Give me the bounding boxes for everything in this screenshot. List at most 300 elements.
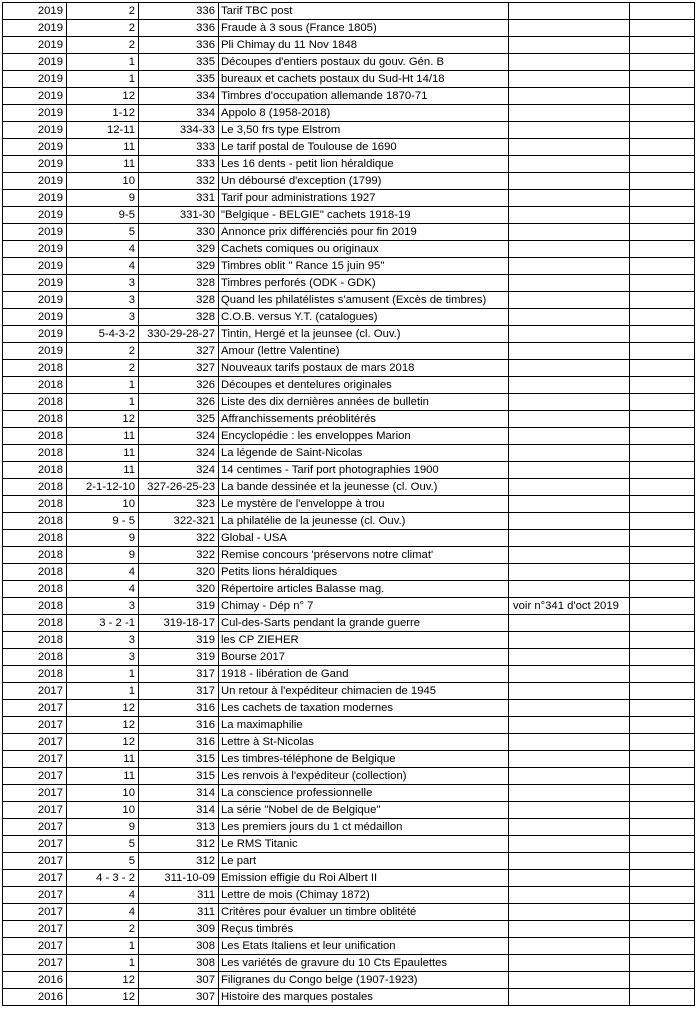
table-row xyxy=(3,139,695,156)
extra-cell xyxy=(630,615,695,632)
month-cell: 9 xyxy=(67,819,139,836)
year-cell: 2017 xyxy=(3,836,67,853)
note-cell xyxy=(509,564,630,581)
note-cell xyxy=(509,190,630,207)
table-row xyxy=(3,54,695,71)
month-cell: 5 xyxy=(67,836,139,853)
extra-cell xyxy=(630,292,695,309)
issue-number-cell: 316 xyxy=(139,700,219,717)
extra-cell xyxy=(630,530,695,547)
article-title-cell: Un retour à l'expéditeur chimacien de 1945 xyxy=(219,683,509,700)
issue-number-cell: 333 xyxy=(139,139,219,156)
article-title-cell: La légende de Saint-Nicolas xyxy=(219,445,509,462)
issue-number-cell: 316 xyxy=(139,734,219,751)
note-cell xyxy=(509,445,630,462)
article-title-cell: Lettre à St-Nicolas xyxy=(219,734,509,751)
year-cell: 2018 xyxy=(3,581,67,598)
extra-cell xyxy=(630,683,695,700)
month-cell: 11 xyxy=(67,428,139,445)
year-cell: 2018 xyxy=(3,445,67,462)
month-cell: 12 xyxy=(67,700,139,717)
year-cell: 2019 xyxy=(3,156,67,173)
issue-number-cell: 325 xyxy=(139,411,219,428)
issue-number-cell: 313 xyxy=(139,819,219,836)
article-title-cell: La philatélie de la jeunesse (cl. Ouv.) xyxy=(219,513,509,530)
year-cell: 2018 xyxy=(3,666,67,683)
issue-number-cell: 324 xyxy=(139,428,219,445)
article-title-cell: Timbres d'occupation allemande 1870-71 xyxy=(219,88,509,105)
month-cell: 4 xyxy=(67,258,139,275)
articles-table xyxy=(2,2,695,1006)
issue-number-cell: 326 xyxy=(139,377,219,394)
extra-cell xyxy=(630,428,695,445)
issue-number-cell: 319 xyxy=(139,598,219,615)
extra-cell xyxy=(630,632,695,649)
note-cell xyxy=(509,717,630,734)
extra-cell xyxy=(630,921,695,938)
issue-number-cell: 307 xyxy=(139,972,219,989)
year-cell: 2018 xyxy=(3,530,67,547)
table-row xyxy=(3,768,695,785)
note-cell xyxy=(509,870,630,887)
issue-number-cell: 308 xyxy=(139,955,219,972)
year-cell: 2019 xyxy=(3,292,67,309)
table-row xyxy=(3,20,695,37)
note-cell xyxy=(509,309,630,326)
article-title-cell: Chimay - Dép n° 7 xyxy=(219,598,509,615)
note-cell xyxy=(509,20,630,37)
year-cell: 2019 xyxy=(3,241,67,258)
month-cell: 12 xyxy=(67,734,139,751)
year-cell: 2018 xyxy=(3,649,67,666)
article-title-cell: Les timbres-téléphone de Belgique xyxy=(219,751,509,768)
month-cell: 1-12 xyxy=(67,105,139,122)
note-cell xyxy=(509,649,630,666)
extra-cell xyxy=(630,377,695,394)
extra-cell xyxy=(630,751,695,768)
month-cell: 3 xyxy=(67,292,139,309)
table-row xyxy=(3,955,695,972)
table-row xyxy=(3,445,695,462)
note-cell xyxy=(509,887,630,904)
month-cell: 11 xyxy=(67,139,139,156)
note-cell xyxy=(509,411,630,428)
year-cell: 2017 xyxy=(3,921,67,938)
issue-number-cell: 329 xyxy=(139,258,219,275)
month-cell: 10 xyxy=(67,173,139,190)
year-cell: 2017 xyxy=(3,955,67,972)
article-title-cell: Les renvois à l'expéditeur (collection) xyxy=(219,768,509,785)
issue-number-cell: 334 xyxy=(139,105,219,122)
article-title-cell: Tarif pour administrations 1927 xyxy=(219,190,509,207)
note-cell xyxy=(509,3,630,20)
note-cell xyxy=(509,343,630,360)
table-row xyxy=(3,581,695,598)
month-cell: 2 xyxy=(67,3,139,20)
table-row xyxy=(3,887,695,904)
article-title-cell: La conscience professionnelle xyxy=(219,785,509,802)
month-cell: 4 - 3 - 2 xyxy=(67,870,139,887)
note-cell xyxy=(509,275,630,292)
issue-number-cell: 320 xyxy=(139,581,219,598)
extra-cell xyxy=(630,496,695,513)
month-cell: 9 xyxy=(67,547,139,564)
article-title-cell: Répertoire articles Balasse mag. xyxy=(219,581,509,598)
article-title-cell: Pli Chimay du 11 Nov 1848 xyxy=(219,37,509,54)
article-title-cell: Fraude à 3 sous (France 1805) xyxy=(219,20,509,37)
year-cell: 2019 xyxy=(3,190,67,207)
month-cell: 1 xyxy=(67,377,139,394)
table-row xyxy=(3,479,695,496)
year-cell: 2017 xyxy=(3,904,67,921)
extra-cell xyxy=(630,649,695,666)
note-cell xyxy=(509,428,630,445)
extra-cell xyxy=(630,122,695,139)
note-cell xyxy=(509,530,630,547)
table-row xyxy=(3,105,695,122)
year-cell: 2017 xyxy=(3,870,67,887)
note-cell xyxy=(509,54,630,71)
note-cell xyxy=(509,819,630,836)
extra-cell xyxy=(630,938,695,955)
note-cell xyxy=(509,326,630,343)
month-cell: 2 xyxy=(67,921,139,938)
table-row xyxy=(3,88,695,105)
table-row xyxy=(3,513,695,530)
month-cell: 3 xyxy=(67,309,139,326)
extra-cell xyxy=(630,870,695,887)
extra-cell xyxy=(630,989,695,1006)
article-title-cell: Le 3,50 frs type Elstrom xyxy=(219,122,509,139)
extra-cell xyxy=(630,241,695,258)
extra-cell xyxy=(630,853,695,870)
year-cell: 2017 xyxy=(3,802,67,819)
issue-number-cell: 324 xyxy=(139,462,219,479)
note-cell xyxy=(509,836,630,853)
issue-number-cell: 336 xyxy=(139,20,219,37)
year-cell: 2019 xyxy=(3,54,67,71)
table-row xyxy=(3,275,695,292)
issue-number-cell: 319-18-17 xyxy=(139,615,219,632)
year-cell: 2019 xyxy=(3,343,67,360)
table-row xyxy=(3,683,695,700)
extra-cell xyxy=(630,700,695,717)
issue-number-cell: 319 xyxy=(139,632,219,649)
note-cell xyxy=(509,666,630,683)
note-cell xyxy=(509,258,630,275)
table-row xyxy=(3,326,695,343)
note-cell xyxy=(509,241,630,258)
issue-number-cell: 309 xyxy=(139,921,219,938)
article-title-cell: Encyclopédie : les enveloppes Marion xyxy=(219,428,509,445)
issue-number-cell: 317 xyxy=(139,683,219,700)
table-row xyxy=(3,717,695,734)
table-row xyxy=(3,394,695,411)
note-cell xyxy=(509,581,630,598)
extra-cell xyxy=(630,836,695,853)
extra-cell xyxy=(630,819,695,836)
year-cell: 2016 xyxy=(3,972,67,989)
extra-cell xyxy=(630,955,695,972)
year-cell: 2018 xyxy=(3,513,67,530)
month-cell: 11 xyxy=(67,751,139,768)
table-row xyxy=(3,921,695,938)
extra-cell xyxy=(630,360,695,377)
year-cell: 2017 xyxy=(3,751,67,768)
table-row xyxy=(3,258,695,275)
issue-number-cell: 311 xyxy=(139,887,219,904)
issue-number-cell: 331-30 xyxy=(139,207,219,224)
extra-cell xyxy=(630,326,695,343)
extra-cell xyxy=(630,802,695,819)
article-title-cell: Cul-des-Sarts pendant la grande guerre xyxy=(219,615,509,632)
note-cell xyxy=(509,105,630,122)
month-cell: 12 xyxy=(67,411,139,428)
table-row xyxy=(3,190,695,207)
article-title-cell: Cachets comiques ou originaux xyxy=(219,241,509,258)
article-title-cell: La maximaphilie xyxy=(219,717,509,734)
article-title-cell: Le tarif postal de Toulouse de 1690 xyxy=(219,139,509,156)
note-cell xyxy=(509,462,630,479)
year-cell: 2018 xyxy=(3,394,67,411)
year-cell: 2018 xyxy=(3,377,67,394)
year-cell: 2018 xyxy=(3,411,67,428)
table-row xyxy=(3,938,695,955)
article-title-cell: Annonce prix différenciés pour fin 2019 xyxy=(219,224,509,241)
issue-number-cell: 331 xyxy=(139,190,219,207)
month-cell: 11 xyxy=(67,768,139,785)
article-title-cell: Nouveaux tarifs postaux de mars 2018 xyxy=(219,360,509,377)
article-title-cell: Histoire des marques postales xyxy=(219,989,509,1006)
table-row xyxy=(3,734,695,751)
article-title-cell: Les 16 dents - petit lion héraldique xyxy=(219,156,509,173)
extra-cell xyxy=(630,88,695,105)
year-cell: 2019 xyxy=(3,326,67,343)
note-cell xyxy=(509,547,630,564)
table-row xyxy=(3,700,695,717)
article-title-cell: Tarif TBC post xyxy=(219,3,509,20)
extra-cell xyxy=(630,3,695,20)
article-title-cell: La série "Nobel de de Belgique" xyxy=(219,802,509,819)
article-title-cell: Liste des dix dernières années de bulletin xyxy=(219,394,509,411)
table-row xyxy=(3,530,695,547)
table-row xyxy=(3,615,695,632)
note-cell xyxy=(509,37,630,54)
note-cell xyxy=(509,904,630,921)
note-cell xyxy=(509,921,630,938)
extra-cell xyxy=(630,224,695,241)
note-cell xyxy=(509,955,630,972)
issue-number-cell: 322 xyxy=(139,530,219,547)
table-row xyxy=(3,785,695,802)
note-cell xyxy=(509,71,630,88)
issue-number-cell: 314 xyxy=(139,802,219,819)
year-cell: 2019 xyxy=(3,207,67,224)
extra-cell xyxy=(630,275,695,292)
year-cell: 2017 xyxy=(3,717,67,734)
year-cell: 2017 xyxy=(3,819,67,836)
year-cell: 2019 xyxy=(3,105,67,122)
note-cell xyxy=(509,802,630,819)
extra-cell xyxy=(630,343,695,360)
table-row xyxy=(3,411,695,428)
table-row xyxy=(3,853,695,870)
extra-cell xyxy=(630,54,695,71)
month-cell: 2 xyxy=(67,343,139,360)
note-cell xyxy=(509,207,630,224)
year-cell: 2019 xyxy=(3,88,67,105)
month-cell: 1 xyxy=(67,955,139,972)
month-cell: 4 xyxy=(67,904,139,921)
extra-cell xyxy=(630,972,695,989)
extra-cell xyxy=(630,785,695,802)
extra-cell xyxy=(630,173,695,190)
month-cell: 3 xyxy=(67,598,139,615)
month-cell: 9-5 xyxy=(67,207,139,224)
year-cell: 2019 xyxy=(3,258,67,275)
table-row xyxy=(3,496,695,513)
year-cell: 2017 xyxy=(3,768,67,785)
article-title-cell: Timbres perforés (ODK - GDK) xyxy=(219,275,509,292)
extra-cell xyxy=(630,598,695,615)
table-row xyxy=(3,428,695,445)
year-cell: 2018 xyxy=(3,547,67,564)
month-cell: 5 xyxy=(67,853,139,870)
month-cell: 9 - 5 xyxy=(67,513,139,530)
issue-number-cell: 315 xyxy=(139,768,219,785)
article-title-cell: Timbres oblit " Rance 15 juin 95" xyxy=(219,258,509,275)
issue-number-cell: 322 xyxy=(139,547,219,564)
issue-number-cell: 317 xyxy=(139,666,219,683)
article-title-cell: Emission effigie du Roi Albert II xyxy=(219,870,509,887)
extra-cell xyxy=(630,190,695,207)
month-cell: 2-1-12-10 xyxy=(67,479,139,496)
note-cell xyxy=(509,632,630,649)
year-cell: 2017 xyxy=(3,683,67,700)
month-cell: 4 xyxy=(67,887,139,904)
note-cell xyxy=(509,938,630,955)
note-cell xyxy=(509,496,630,513)
article-title-cell: Un déboursé d'exception (1799) xyxy=(219,173,509,190)
issue-number-cell: 335 xyxy=(139,71,219,88)
table-row xyxy=(3,632,695,649)
table-row xyxy=(3,904,695,921)
year-cell: 2019 xyxy=(3,224,67,241)
year-cell: 2019 xyxy=(3,122,67,139)
issue-number-cell: 307 xyxy=(139,989,219,1006)
extra-cell xyxy=(630,479,695,496)
month-cell: 1 xyxy=(67,938,139,955)
month-cell: 4 xyxy=(67,564,139,581)
extra-cell xyxy=(630,71,695,88)
note-cell xyxy=(509,156,630,173)
note-cell xyxy=(509,394,630,411)
issue-number-cell: 326 xyxy=(139,394,219,411)
article-title-cell: Tintin, Hergé et la jeunsee (cl. Ouv.) xyxy=(219,326,509,343)
table-row xyxy=(3,343,695,360)
year-cell: 2018 xyxy=(3,462,67,479)
month-cell: 3 xyxy=(67,649,139,666)
month-cell: 3 xyxy=(67,275,139,292)
extra-cell xyxy=(630,37,695,54)
year-cell: 2018 xyxy=(3,598,67,615)
month-cell: 5-4-3-2 xyxy=(67,326,139,343)
table-row xyxy=(3,224,695,241)
table-row xyxy=(3,649,695,666)
table-row xyxy=(3,292,695,309)
extra-cell xyxy=(630,768,695,785)
note-cell xyxy=(509,785,630,802)
month-cell: 4 xyxy=(67,581,139,598)
article-title-cell: Global - USA xyxy=(219,530,509,547)
month-cell: 2 xyxy=(67,360,139,377)
note-cell xyxy=(509,292,630,309)
issue-number-cell: 332 xyxy=(139,173,219,190)
month-cell: 12 xyxy=(67,972,139,989)
issue-number-cell: 327-26-25-23 xyxy=(139,479,219,496)
article-title-cell: C.O.B. versus Y.T. (catalogues) xyxy=(219,309,509,326)
extra-cell xyxy=(630,156,695,173)
month-cell: 12 xyxy=(67,88,139,105)
table-row xyxy=(3,360,695,377)
issue-number-cell: 308 xyxy=(139,938,219,955)
table-row xyxy=(3,666,695,683)
month-cell: 1 xyxy=(67,71,139,88)
table-row xyxy=(3,207,695,224)
year-cell: 2018 xyxy=(3,360,67,377)
article-title-cell: Remise concours 'préservons notre climat' xyxy=(219,547,509,564)
table-row xyxy=(3,241,695,258)
table-row xyxy=(3,598,695,615)
article-title-cell: Amour (lettre Valentine) xyxy=(219,343,509,360)
year-cell: 2018 xyxy=(3,632,67,649)
extra-cell xyxy=(630,581,695,598)
table-row xyxy=(3,819,695,836)
issue-number-cell: 335 xyxy=(139,54,219,71)
article-title-cell: Affranchissements préoblitérés xyxy=(219,411,509,428)
article-title-cell: Découpes d'entiers postaux du gouv. Gén. B xyxy=(219,54,509,71)
month-cell: 10 xyxy=(67,802,139,819)
issue-number-cell: 316 xyxy=(139,717,219,734)
issue-number-cell: 329 xyxy=(139,241,219,258)
year-cell: 2019 xyxy=(3,173,67,190)
article-title-cell: La bande dessinée et la jeunesse (cl. Ouv.) xyxy=(219,479,509,496)
note-cell xyxy=(509,88,630,105)
year-cell: 2019 xyxy=(3,3,67,20)
note-cell xyxy=(509,734,630,751)
issue-number-cell: 324 xyxy=(139,445,219,462)
extra-cell xyxy=(630,734,695,751)
year-cell: 2018 xyxy=(3,428,67,445)
month-cell: 1 xyxy=(67,394,139,411)
extra-cell xyxy=(630,207,695,224)
year-cell: 2017 xyxy=(3,785,67,802)
table-row xyxy=(3,71,695,88)
year-cell: 2017 xyxy=(3,734,67,751)
issue-number-cell: 314 xyxy=(139,785,219,802)
issue-number-cell: 322-321 xyxy=(139,513,219,530)
month-cell: 5 xyxy=(67,224,139,241)
article-title-cell: les CP ZIEHER xyxy=(219,632,509,649)
issue-number-cell: 328 xyxy=(139,292,219,309)
month-cell: 1 xyxy=(67,54,139,71)
table-row xyxy=(3,309,695,326)
article-title-cell: Le mystère de l'enveloppe à trou xyxy=(219,496,509,513)
extra-cell xyxy=(630,309,695,326)
extra-cell xyxy=(630,139,695,156)
table-row xyxy=(3,3,695,20)
year-cell: 2018 xyxy=(3,479,67,496)
